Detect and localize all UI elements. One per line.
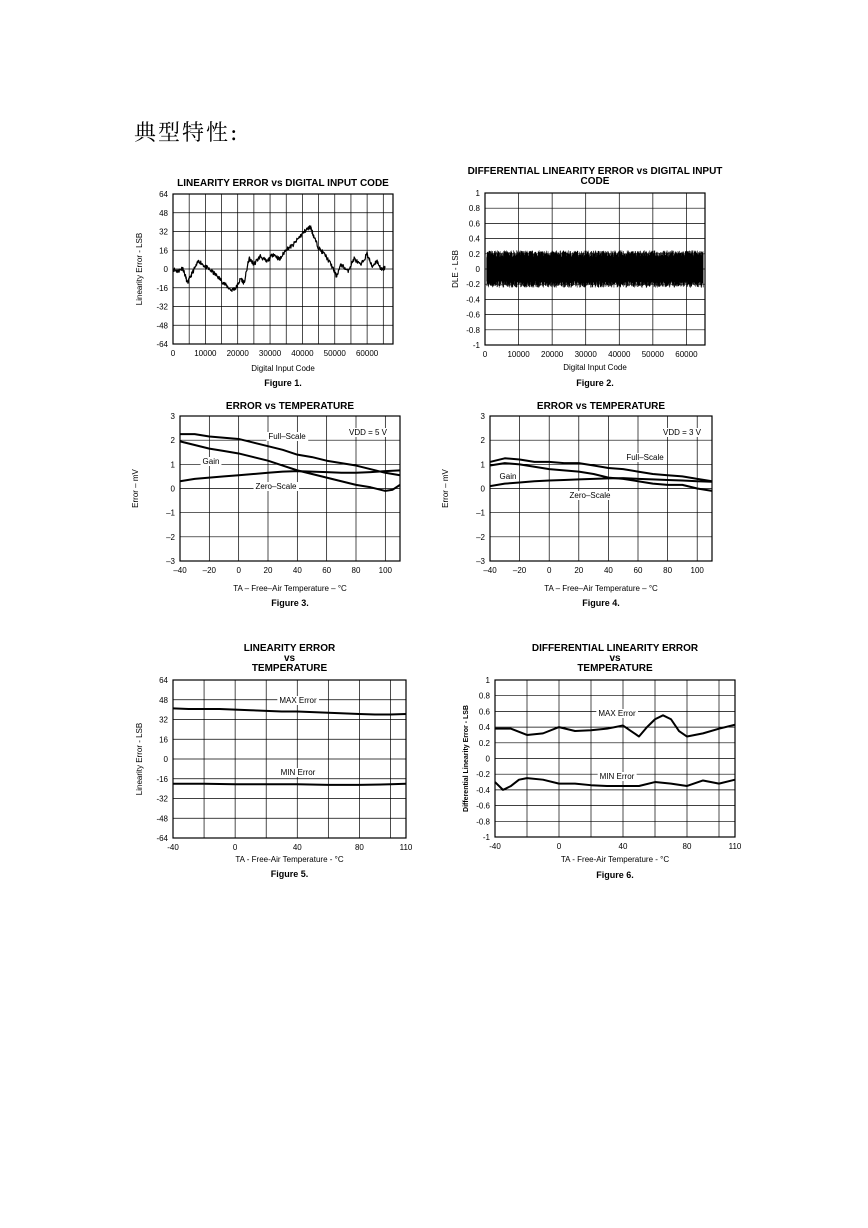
x-tick-label: 30000 [258, 349, 282, 358]
y-tick-label: 64 [159, 676, 168, 685]
y-tick-label: 16 [159, 246, 168, 256]
chart-title: TEMPERATURE [251, 663, 328, 674]
page-heading: 典型特性: [134, 121, 240, 146]
x-tick-label: 20 [263, 566, 273, 575]
y-tick-label: 0.4 [478, 723, 490, 733]
dle-vs-temperature-chart [455, 640, 755, 885]
error-vs-temperature-5v-chart [130, 398, 430, 613]
y-tick-label: 0.8 [478, 691, 490, 701]
chart-title: TEMPERATURE [577, 663, 653, 674]
x-tick-label: 10000 [194, 349, 217, 358]
chart-panel-fig6 [455, 640, 755, 885]
y-tick-label: 3 [170, 412, 175, 421]
y-tick-label: -16 [156, 283, 168, 293]
chart-title: DIFFERENTIAL LINEARITY ERROR [531, 643, 699, 654]
series-label-min-error: MIN Error [599, 772, 635, 781]
figure-label: Figure 2. [576, 378, 614, 388]
y-tick-label: –2 [476, 532, 485, 542]
y-tick-label: 3 [480, 412, 485, 421]
y-axis-label: Error – mV [441, 469, 450, 508]
x-tick-label: 60000 [355, 349, 379, 358]
x-tick-label: 110 [399, 843, 413, 852]
series-label-max-error: MAX Error [279, 696, 317, 705]
y-tick-label: -0.2 [476, 770, 490, 780]
figure-label: Figure 5. [270, 869, 309, 879]
x-tick-label: 30000 [574, 350, 597, 359]
y-tick-label: 0.2 [478, 738, 490, 748]
chart-panel-fig1 [130, 168, 430, 393]
x-tick-label: 40000 [608, 350, 631, 359]
chart-title: vs [609, 653, 621, 664]
dle-noise-band [487, 250, 704, 287]
x-axis-label: TA – Free–Air Temperature – °C [544, 584, 658, 593]
x-tick-label: 60 [633, 566, 643, 575]
x-tick-label: 0 [556, 842, 562, 851]
y-tick-label: –1 [476, 508, 485, 518]
x-tick-label: 100 [690, 566, 704, 575]
y-tick-label: -1 [472, 341, 480, 350]
y-tick-label: 2 [480, 436, 485, 446]
y-tick-label: -32 [156, 794, 168, 804]
y-axis-label: DLE - LSB [451, 250, 460, 288]
dle-vs-code-chart [450, 164, 750, 394]
y-tick-label: 0.6 [478, 707, 490, 717]
y-tick-label: 32 [159, 715, 168, 725]
x-axis-label: Digital Input Code [251, 364, 315, 373]
chart-title: LINEARITY ERROR vs DIGITAL INPUT CODE [177, 178, 389, 189]
x-tick-label: –40 [173, 566, 187, 575]
figure-label: Figure 1. [264, 378, 302, 388]
y-tick-label: 0 [170, 484, 175, 494]
x-tick-label: 0 [546, 566, 552, 575]
y-tick-label: 1 [480, 460, 485, 470]
y-tick-label: -0.6 [476, 801, 490, 811]
chart-title: CODE [580, 176, 610, 187]
y-tick-label: 0 [475, 265, 480, 274]
chart-panel-fig5 [130, 640, 430, 885]
x-tick-label: 40 [292, 566, 302, 575]
chart-panel-fig2 [450, 164, 750, 394]
y-tick-label: 0.6 [468, 219, 480, 229]
y-axis-label: Linearity Error - LSB [135, 232, 144, 306]
condition-label: VDD = 5 V [348, 428, 388, 437]
y-tick-label: 0 [485, 754, 490, 764]
y-tick-label: 32 [159, 227, 168, 237]
x-tick-label: 60000 [675, 350, 698, 359]
y-tick-label: -48 [156, 814, 168, 824]
x-tick-label: –40 [483, 566, 497, 575]
y-tick-label: -64 [156, 340, 168, 349]
y-tick-label: 48 [159, 208, 168, 218]
y-axis-label: Error – mV [131, 469, 140, 508]
x-tick-label: 40 [603, 566, 613, 575]
x-tick-label: 110 [728, 842, 742, 851]
y-tick-label: 0 [480, 484, 485, 494]
x-tick-label: 80 [682, 842, 692, 851]
series-label-min-error: MIN Error [280, 768, 316, 777]
y-tick-label: -64 [156, 834, 168, 843]
x-tick-label: 0 [170, 349, 176, 358]
x-tick-label: -40 [489, 842, 501, 851]
y-tick-label: -48 [156, 321, 168, 331]
y-tick-label: 48 [159, 695, 168, 705]
series-label-gain: Gain [499, 472, 517, 481]
y-tick-label: 16 [159, 735, 168, 745]
y-axis-label: Linearity Error - LSB [135, 722, 144, 796]
y-tick-label: -0.2 [466, 280, 480, 290]
y-tick-label: –3 [166, 557, 175, 566]
x-tick-label: -40 [167, 843, 179, 852]
figure-label: Figure 4. [582, 598, 620, 608]
chart-title: DIFFERENTIAL LINEARITY ERROR vs DIGITAL INPUT [467, 166, 723, 177]
y-tick-label: 0.4 [468, 234, 480, 244]
x-tick-label: 0 [236, 566, 241, 575]
chart-title: ERROR vs TEMPERATURE [536, 401, 666, 412]
series-label-zero-scale: Zero–Scale [255, 482, 297, 491]
x-tick-label: 60 [322, 566, 332, 575]
series-label-zero-scale: Zero–Scale [569, 491, 611, 500]
x-tick-label: –20 [512, 566, 527, 575]
chart-panel-fig3 [130, 398, 430, 613]
y-tick-label: -0.6 [466, 310, 480, 320]
y-tick-label: –1 [166, 508, 175, 518]
x-tick-label: 20000 [226, 349, 249, 358]
y-tick-label: 2 [170, 436, 175, 446]
series-label-gain: Gain [202, 457, 220, 466]
x-tick-label: 40000 [291, 349, 314, 358]
y-tick-label: –2 [166, 532, 175, 542]
y-tick-label: -1 [482, 833, 490, 842]
y-tick-label: 1 [170, 460, 175, 470]
chart-panel-fig4 [440, 398, 740, 613]
y-tick-label: -0.4 [476, 785, 490, 795]
condition-label: VDD = 3 V [662, 428, 702, 437]
x-axis-label: Digital Input Code [563, 363, 627, 372]
x-axis-label: TA - Free-Air Temperature - °C [560, 855, 670, 864]
x-tick-label: 0 [232, 843, 238, 852]
x-axis-label: TA - Free-Air Temperature - °C [235, 855, 344, 864]
y-axis-label: Differential Linearity Error - LSB [463, 705, 470, 812]
series-label-full-scale: Full–Scale [626, 453, 664, 462]
chart-title: LINEARITY ERROR [243, 643, 336, 654]
x-tick-label: 20 [574, 566, 584, 575]
series-line-min-error [173, 784, 406, 785]
x-tick-label: 40 [618, 842, 628, 851]
y-tick-label: 0 [163, 755, 168, 764]
series-label-max-error: MAX Error [598, 709, 636, 718]
x-tick-label: 40 [292, 843, 302, 852]
y-tick-label: 1 [475, 189, 480, 198]
x-tick-label: 10000 [507, 350, 530, 359]
chart-title: vs [283, 653, 296, 664]
y-tick-label: -0.8 [476, 817, 490, 827]
x-tick-label: 50000 [641, 350, 664, 359]
y-tick-label: 0.2 [468, 249, 480, 259]
y-tick-label: 64 [159, 190, 168, 199]
x-tick-label: 20000 [541, 350, 564, 359]
figure-label: Figure 3. [271, 598, 309, 608]
chart-title: ERROR vs TEMPERATURE [225, 401, 355, 412]
x-tick-label: 0 [482, 350, 488, 359]
y-tick-label: -16 [156, 774, 168, 784]
y-tick-label: -0.8 [466, 325, 480, 335]
y-tick-label: -0.4 [466, 295, 480, 305]
x-tick-label: –20 [202, 566, 217, 575]
x-tick-label: 50000 [323, 349, 346, 358]
x-tick-label: 80 [663, 566, 673, 575]
y-tick-label: 1 [485, 676, 490, 685]
y-tick-label: –3 [476, 557, 485, 566]
linearity-error-vs-temperature-chart [130, 640, 430, 885]
y-tick-label: -32 [156, 302, 168, 312]
linearity-error-vs-code-chart [130, 168, 430, 393]
x-tick-label: 80 [354, 843, 364, 852]
error-vs-temperature-3v-chart [440, 398, 740, 613]
x-tick-label: 100 [378, 566, 393, 575]
figure-label: Figure 6. [596, 870, 634, 880]
y-tick-label: 0.8 [468, 204, 480, 214]
series-label-full-scale: Full–Scale [268, 432, 306, 441]
x-axis-label: TA – Free–Air Temperature – °C [233, 584, 347, 593]
x-tick-label: 80 [351, 566, 361, 575]
y-tick-label: 0 [163, 265, 168, 274]
